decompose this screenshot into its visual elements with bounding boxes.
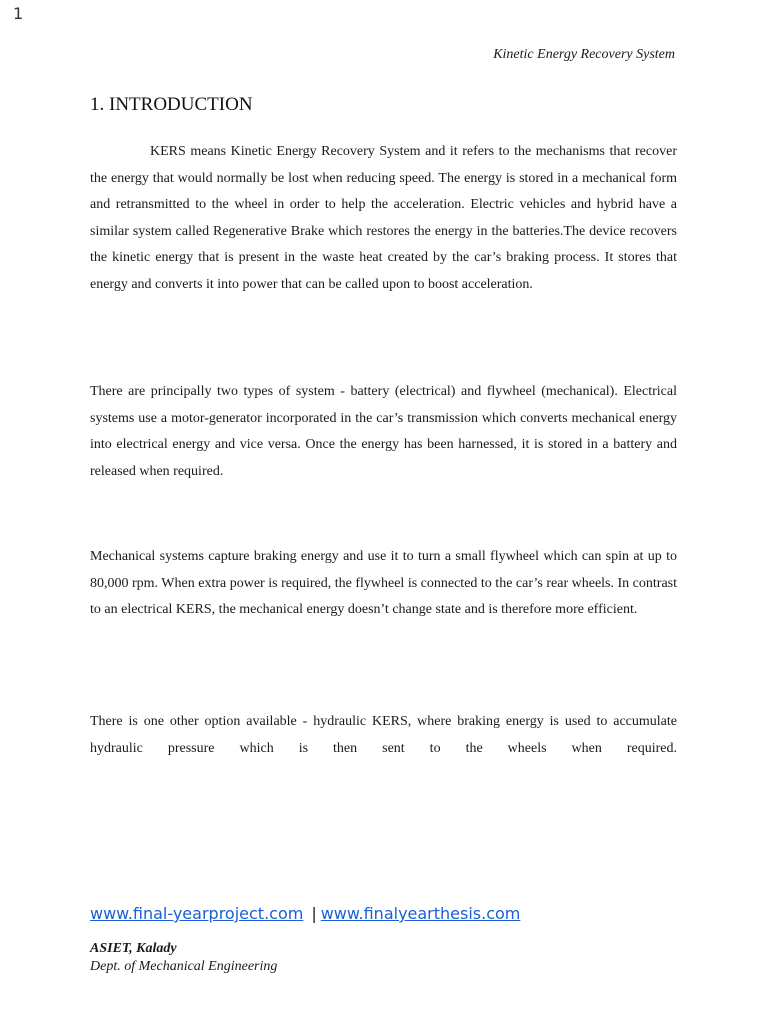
paragraph-hydraulic-kers: There is one other option available - hydraulic KERS, where braking energy is used to accumulate hydraulic pressure which is then sent to the wheels when required. bbox=[90, 714, 677, 756]
institution-name: ASIET, Kalady bbox=[90, 941, 177, 956]
final-yearproject-link[interactable]: www.final-yearproject.com bbox=[90, 904, 304, 923]
link-separator: | bbox=[311, 904, 317, 923]
running-header: Kinetic Energy Recovery System bbox=[493, 47, 675, 62]
page-number: 1 bbox=[13, 4, 24, 23]
section-heading: 1. INTRODUCTION bbox=[90, 94, 253, 115]
paragraph-mechanical-systems: Mechanical systems capture braking energy and use it to turn a small flywheel which can spin at up to 80,000 rpm. When extra power is required, the flywheel is connected to the car’s rear wheels. In contrast to an electrical KERS, the mechanical energy doesn’t change state and is therefore more efficient. bbox=[90, 549, 677, 618]
finalyearthesis-link[interactable]: www.finalyearthesis.com bbox=[320, 904, 521, 923]
department-name: Dept. of Mechanical Engineering bbox=[90, 959, 278, 974]
paragraph-system-types: There are principally two types of system - battery (electrical) and flywheel (mechanical). Electrical systems use a motor-generator incorporated in the car’s transmission which converts mechanical energy into electrical energy and vice versa. Once the energy has been harnessed, it is stored in a battery and released when required. bbox=[90, 384, 677, 479]
footer-links bbox=[90, 904, 520, 923]
paragraph-kers-definition: KERS means Kinetic Energy Recovery System and it refers to the mechanisms that recover the energy that would normally be lost when reducing speed. The energy is stored in a mechanical form and retransmitted to the wheel in order to help the acceleration. Electric vehicles and hybrid have a similar system called Regenerative Brake which restores the energy in the batteries.The device recovers the kinetic energy that is present in the waste heat created by the car’s braking process. It stores that energy and converts it into power that can be called upon to boost acceleration. bbox=[90, 144, 677, 292]
